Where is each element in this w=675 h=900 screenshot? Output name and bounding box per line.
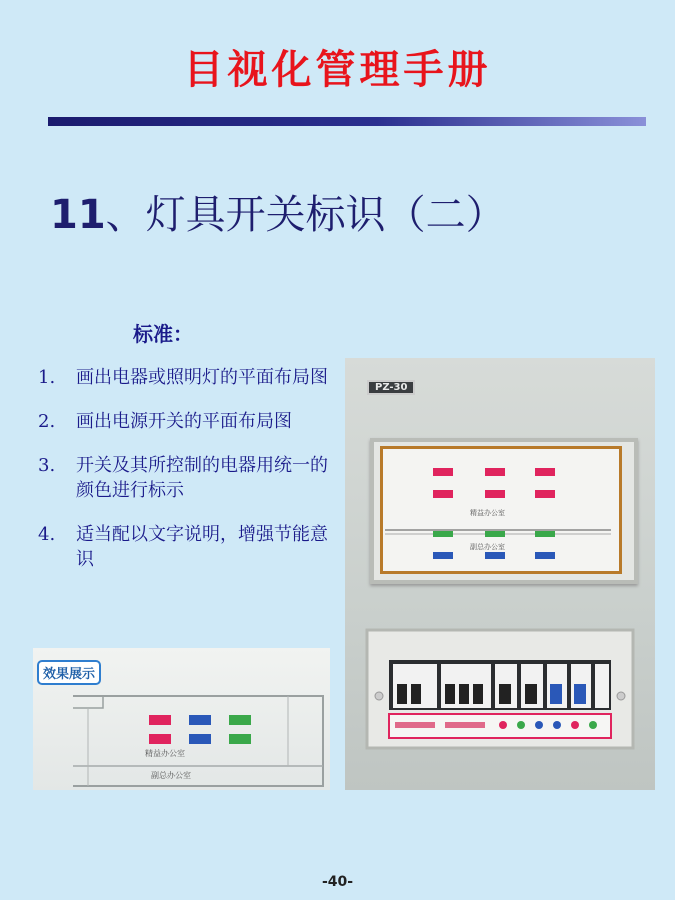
standard-list xyxy=(38,365,328,591)
panel-drawing xyxy=(345,358,655,790)
room-label: 精益办公室 xyxy=(145,749,185,758)
switch-panel-photo xyxy=(345,358,655,790)
effect-demo-photo xyxy=(33,648,330,790)
list-item-text: 适当配以文字说明，增强节能意识 xyxy=(76,524,328,570)
list-item xyxy=(38,522,328,572)
list-item-number: 3. xyxy=(38,455,56,476)
list-item-number: 2. xyxy=(38,411,56,432)
panel-model-plate: PZ-30 xyxy=(367,380,415,395)
room-label: 精益办公室 xyxy=(470,509,505,517)
list-item-text: 开关及其所控制的电器用统一的颜色进行标示 xyxy=(76,455,328,501)
list-item-number: 1. xyxy=(38,367,56,388)
page-number: -40- xyxy=(321,874,354,890)
list-item xyxy=(38,453,328,503)
floor-plan-drawing xyxy=(33,648,330,790)
effect-demo-tag: 效果展示 xyxy=(37,660,101,685)
list-item-text: 画出电器或照明灯的平面布局图 xyxy=(76,367,328,388)
section-number: 11 xyxy=(50,192,106,238)
list-item xyxy=(38,365,328,390)
room-label: 副总办公室 xyxy=(470,543,505,551)
room-label: 副总办公室 xyxy=(151,771,191,780)
list-item-number: 4. xyxy=(38,524,56,545)
section-heading: 、灯具开关标识（二） xyxy=(105,192,506,238)
list-item xyxy=(38,409,328,434)
section-title xyxy=(50,183,506,240)
list-item-text: 画出电源开关的平面布局图 xyxy=(76,411,292,432)
standard-label: 标准： xyxy=(133,322,193,346)
header-divider xyxy=(48,117,646,126)
manual-title: 目视化管理手册 xyxy=(183,47,492,93)
